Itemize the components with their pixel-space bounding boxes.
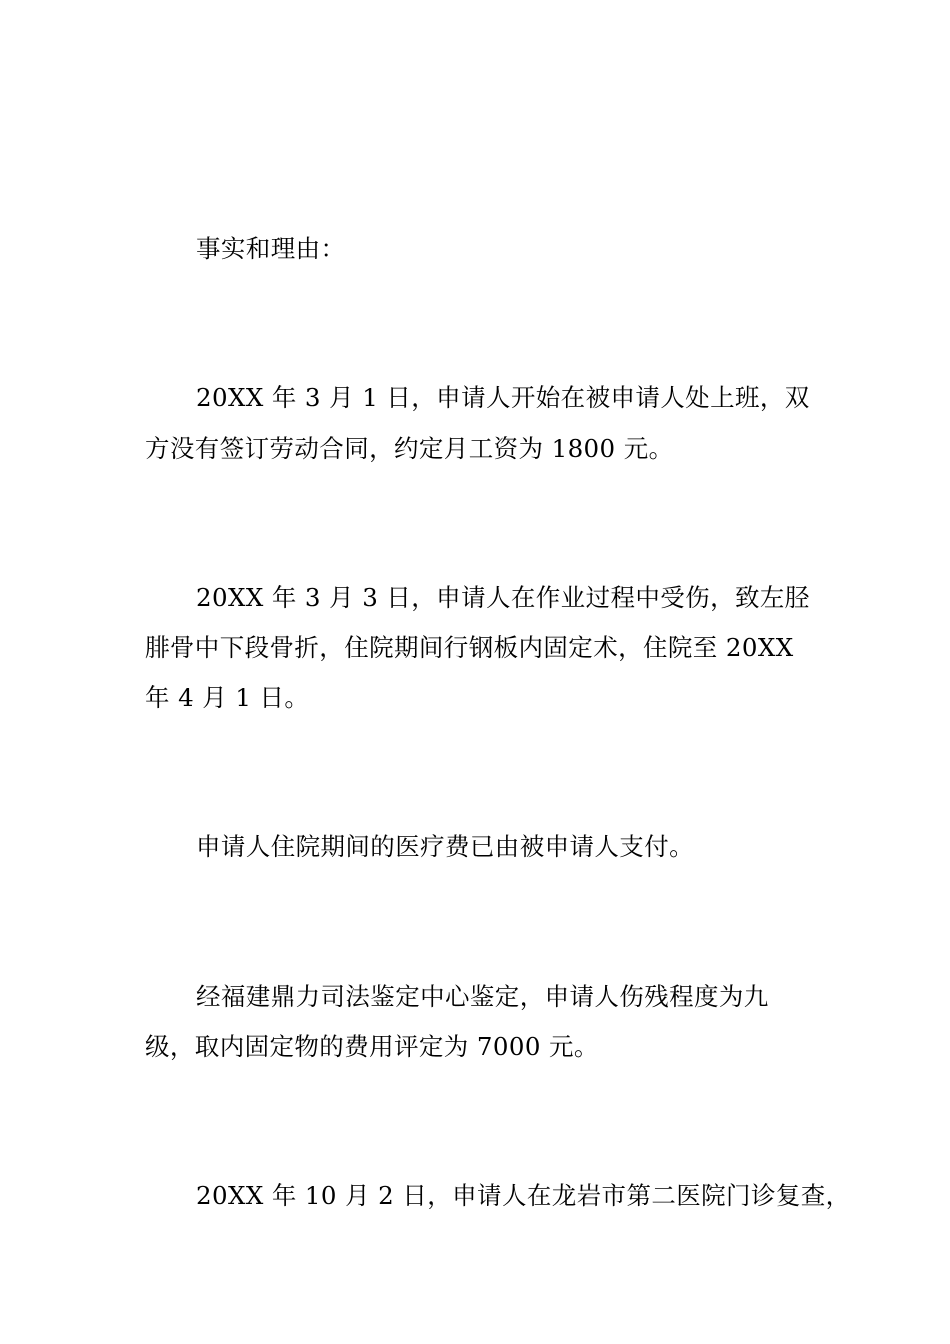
- paragraph-line: 20XX 年 3 月 1 日，申请人开始在被申请人处上班，双: [196, 383, 810, 412]
- paragraph-line: 级，取内固定物的费用评定为 7000 元。: [145, 1032, 599, 1061]
- paragraph-line: 年 4 月 1 日。: [145, 683, 310, 712]
- paragraph-line: 20XX 年 3 月 3 日，申请人在作业过程中受伤，致左胫: [196, 583, 810, 612]
- paragraph-line: 申请人住院期间的医疗费已由被申请人支付。: [196, 832, 694, 861]
- paragraph-line: 20XX 年 10 月 2 日，申请人在龙岩市第二医院门诊复查，: [196, 1181, 851, 1210]
- paragraph-line: 腓骨中下段骨折，住院期间行钢板内固定术，住院至 20XX: [145, 633, 794, 662]
- paragraph-line: 经福建鼎力司法鉴定中心鉴定，申请人伤残程度为九: [196, 982, 769, 1011]
- section-heading: 事实和理由：: [196, 234, 346, 263]
- paragraph-line: 方没有签订劳动合同，约定月工资为 1800 元。: [145, 434, 674, 463]
